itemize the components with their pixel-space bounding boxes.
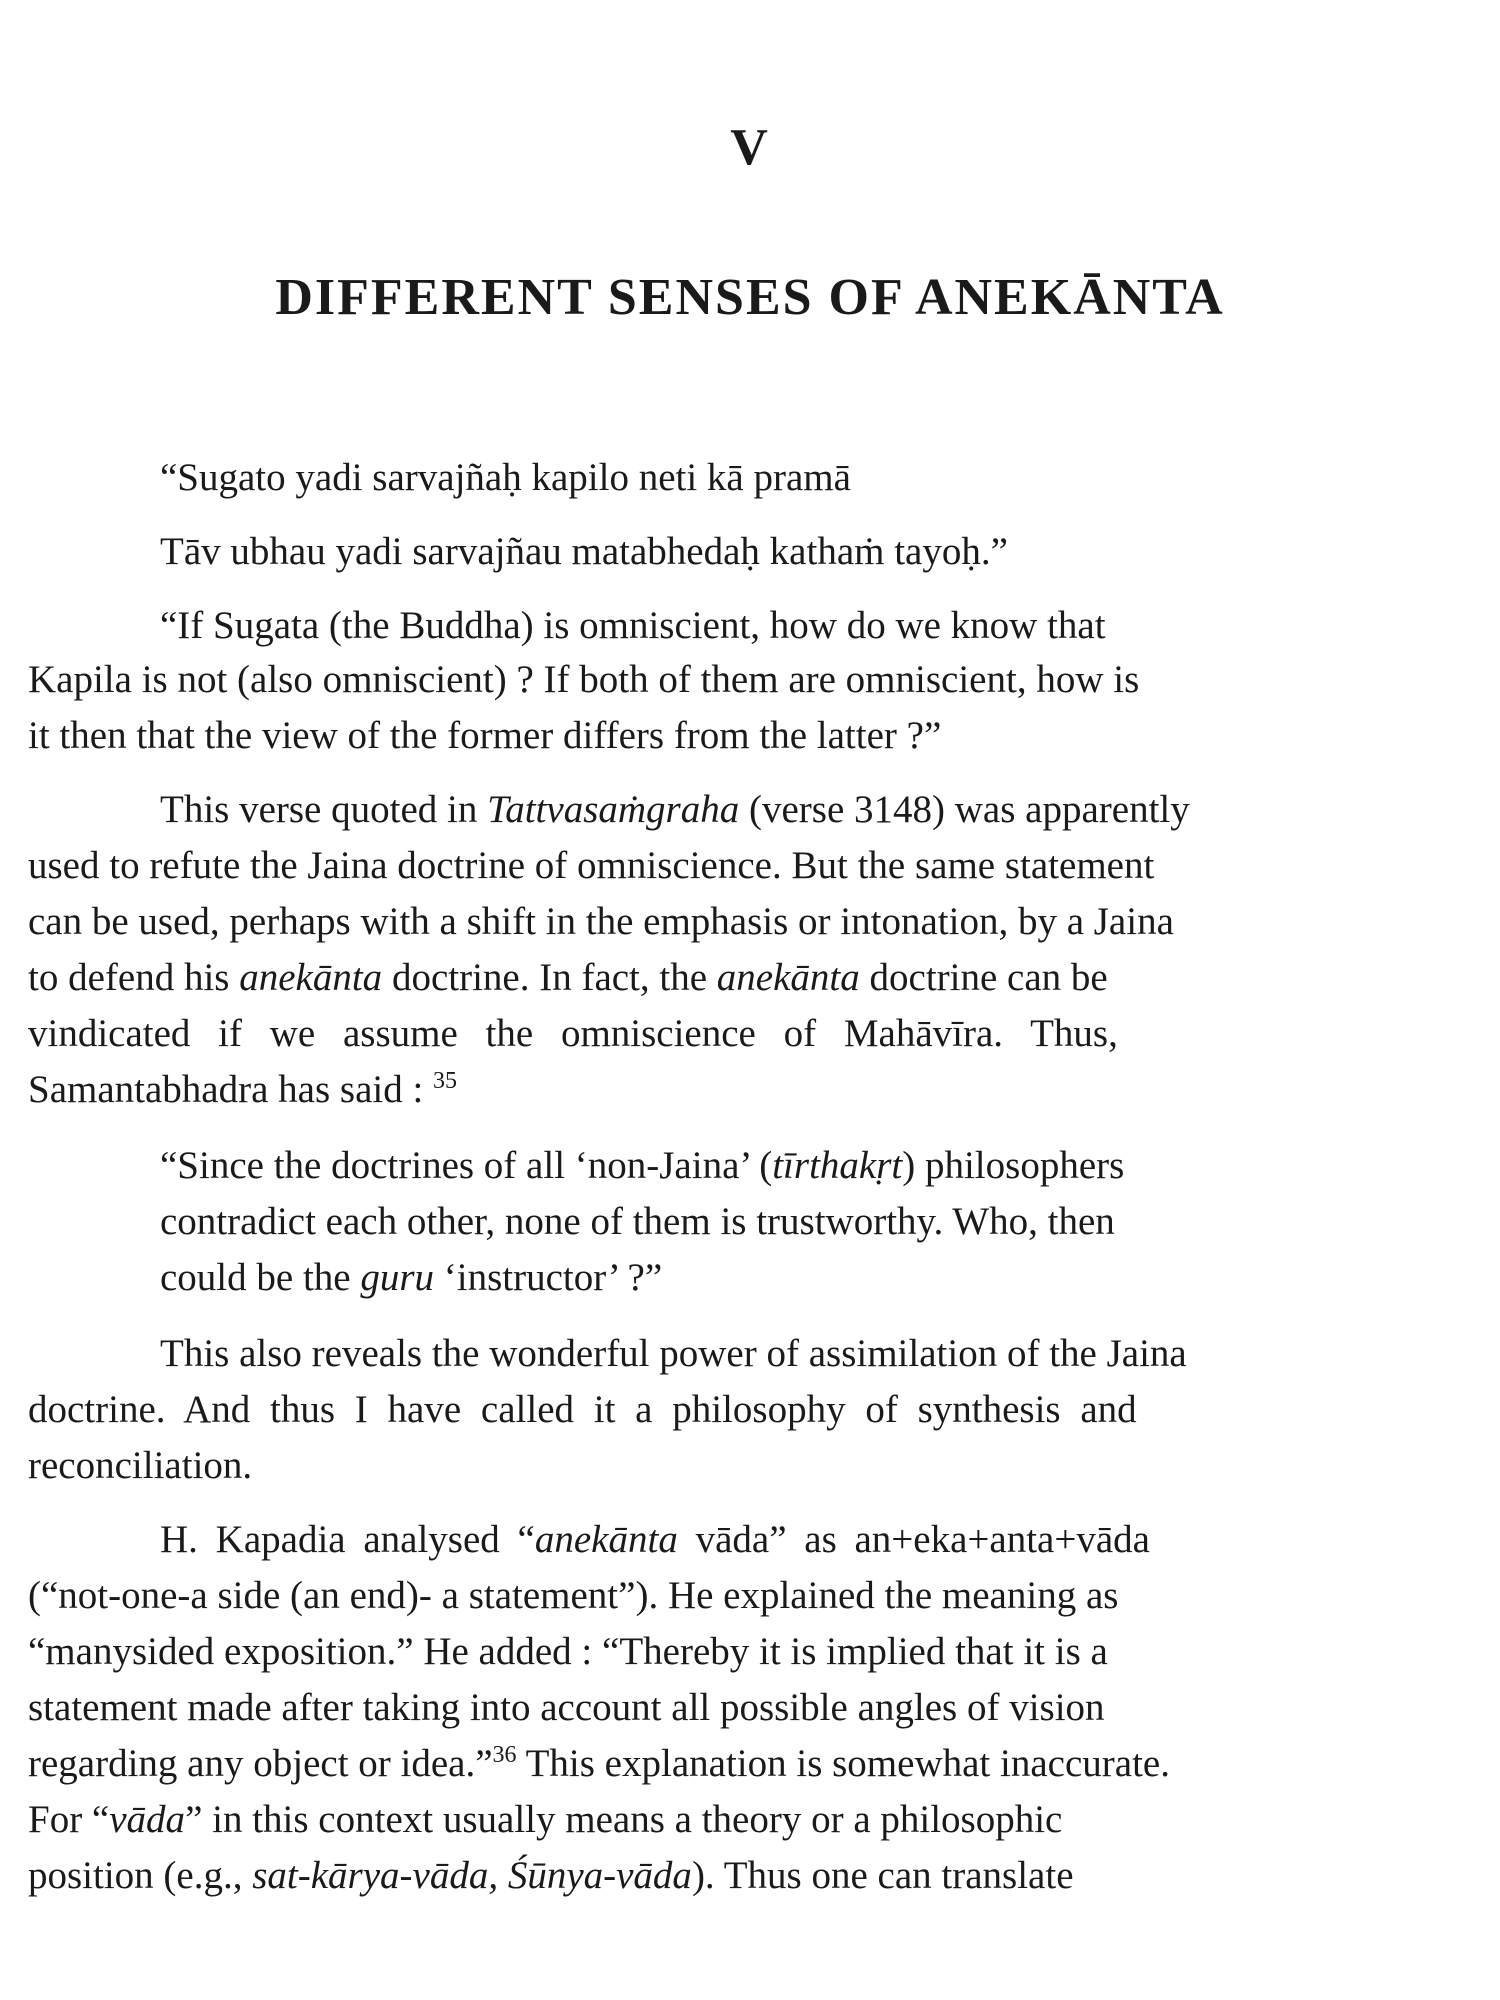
quote-line-3: could be the guru ‘instructor’ ?” — [160, 1256, 663, 1299]
para3-line-4: statement made after taking into account all possible angles of vision — [28, 1686, 1105, 1729]
para1-line-1: This verse quoted in Tattvasaṁgraha (verse 3148) was apparently — [160, 788, 1190, 831]
para3-line-7: position (e.g., sat-kārya-vāda, Śūnya-vāda). Thus one can translate — [28, 1854, 1074, 1897]
para1-line-2: used to refute the Jaina doctrine of omniscience. But the same statement — [28, 844, 1155, 887]
verse-line-2: Tāv ubhau yadi sarvajñau matabhedaḥ kathaṁ tayoḥ.” — [160, 530, 1008, 573]
translation-line-1 — [160, 602, 1490, 650]
chapter-number: V — [730, 119, 770, 176]
quote-line-1: “Since the doctrines of all ‘non-Jaina’ (tīrthakṛt) philosophers — [160, 1144, 1125, 1187]
footnote-35: 35 — [433, 1068, 458, 1094]
para3-line-3: “manysided exposition.” He added : “Thereby it is implied that it is a — [28, 1630, 1108, 1673]
para2-line-3: reconciliation. — [28, 1444, 253, 1487]
para1-line-4: to defend his anekānta doctrine. In fact, the anekānta doctrine can be — [28, 956, 1108, 999]
para1-line-5: vindicated if we assume the omniscience of Mahāvīra. Thus, — [28, 1012, 1118, 1055]
para2-line-2: doctrine. And thus I have called it a philosophy of synthesis and — [28, 1388, 1137, 1431]
translation-line-2: Kapila is not (also omniscient) ? If both of them are omniscient, how is — [28, 658, 1140, 701]
para1-line-3: can be used, perhaps with a shift in the emphasis or intonation, by a Jaina — [28, 900, 1174, 943]
para3-line-2: (“not-one-a side (an end)- a statement”). He explained the meaning as — [28, 1574, 1119, 1617]
quote-line-2: contradict each other, none of them is trustworthy. Who, then — [160, 1200, 1115, 1243]
translation-line-3: it then that the view of the former differs from the latter ?” — [28, 714, 942, 757]
para3-line-1: H. Kapadia analysed “anekānta vāda” as an+eka+anta+vāda — [160, 1518, 1150, 1561]
chapter-title: DIFFERENT SENSES OF ANEKĀNTA — [275, 269, 1225, 326]
footnote-36: 36 — [492, 1742, 517, 1768]
verse-line-1: “Sugato yadi sarvajñaḥ kapilo neti kā pramā — [160, 456, 851, 499]
para3-line-5: regarding any object or idea.”$^{36}$ This explanation is somewhat inaccurate. — [28, 1742, 1170, 1785]
para1-line-6: Samantabhadra has said : $^{35}$ — [28, 1068, 458, 1111]
para3-line-6: For “vāda” in this context usually means a theory or a philosophic — [28, 1798, 1063, 1841]
para2-line-1: This also reveals the wonderful power of assimilation of the Jaina — [160, 1332, 1187, 1375]
translation-text: “If Sugata (the Buddha) is omniscient, how do we know that — [160, 604, 1106, 647]
